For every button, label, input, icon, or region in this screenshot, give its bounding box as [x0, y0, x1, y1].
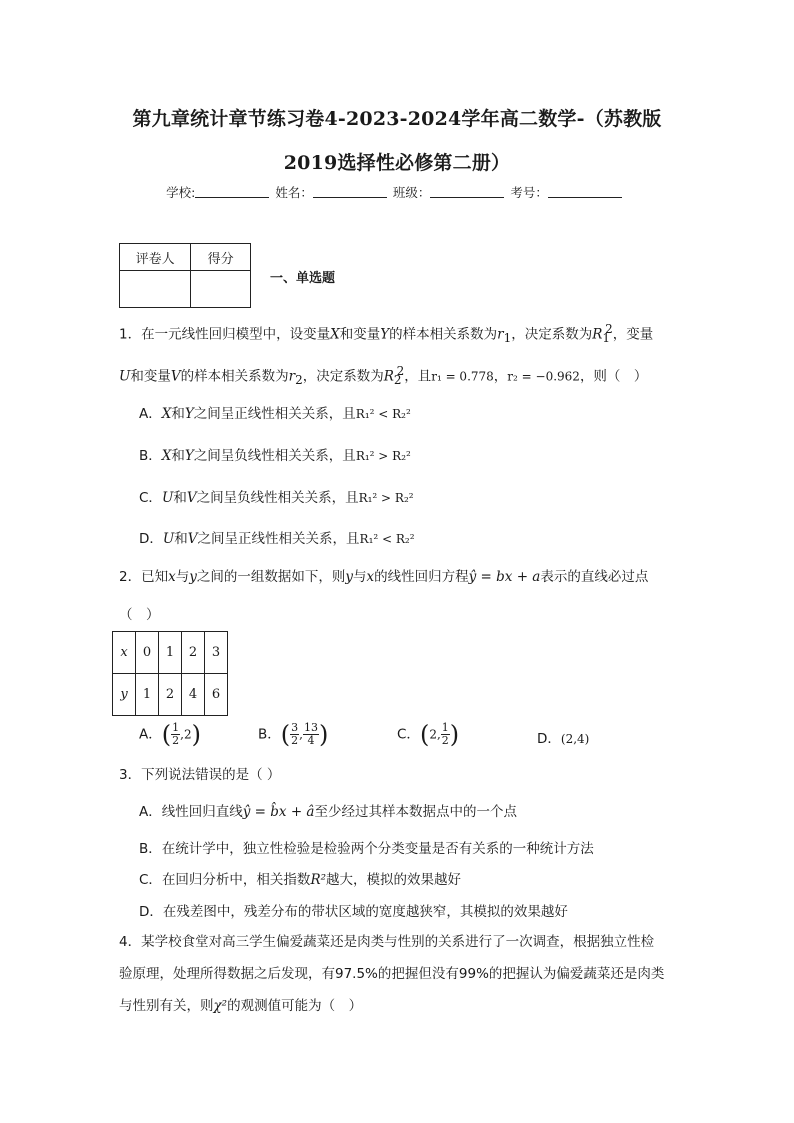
table-cell: 2 [159, 674, 182, 716]
q1-stem-line2: U和变量V的样本相关系数为$r_2$，决定系数为$R_2^2$，且r₁ = 0.778，r₂ = −0.962，则（ ） [119, 364, 648, 388]
student-info-line [0, 183, 794, 201]
name-label: 姓名： [275, 185, 313, 200]
class-label: 班级： [392, 185, 431, 200]
grader-header: 评卷人 [120, 244, 191, 271]
q2-option-d[interactable]: D．(2,4) [537, 731, 590, 747]
school-blank[interactable] [195, 185, 269, 198]
q2-option-a[interactable]: A．( $\frac{1}{2}$ ,2) [139, 720, 201, 749]
table-cell: 0 [136, 632, 159, 674]
q2-option-b[interactable]: B．( $\frac{3}{2}$ , $\frac{13}{4}$ ) [258, 720, 329, 749]
table-cell: 4 [182, 674, 205, 716]
table-cell: x [113, 632, 136, 674]
table-cell: 3 [205, 632, 228, 674]
q2-answer-paren: （ ） [119, 607, 160, 623]
q2-data-table [112, 631, 228, 716]
table-cell: 6 [205, 674, 228, 716]
table-cell: 1 [159, 632, 182, 674]
exam-number-label: 考号： [510, 185, 548, 200]
q4-stem-line1: 4．某学校食堂对高三学生偏爱蔬菜还是肉类与性别的关系进行了一次调查，根据独立性检 [119, 934, 655, 950]
q2-stem-line1: 2．已知x与y之间的一组数据如下，则y与x的线性回归方程ŷ = bx + a表示的直线必过点 [119, 569, 649, 585]
q3-option-c[interactable]: C．在回归分析中，相关指数R²越大，模拟的效果越好 [139, 872, 462, 888]
section-title: 一、单选题 [270, 271, 336, 286]
score-cell[interactable] [191, 271, 251, 308]
q2-option-c[interactable]: C．(2, $\frac{1}{2}$ ) [397, 720, 460, 749]
grader-cell[interactable] [120, 271, 191, 308]
q3-option-b[interactable]: B．在统计学中，独立性检验是检验两个分类变量是否有关系的一种统计方法 [139, 841, 594, 857]
table-row [113, 674, 228, 716]
table-cell: 2 [182, 632, 205, 674]
exam-number-blank[interactable] [548, 185, 622, 198]
q1-option-b[interactable]: B．X和Y之间呈负线性相关关系，且R₁² > R₂² [139, 448, 411, 464]
school-label: 学校: [166, 185, 196, 200]
q4-stem-line3: 与性别有关，则χ²的观测值可能为（ ） [119, 998, 363, 1014]
score-header: 得分 [191, 244, 251, 271]
q3-stem: 3．下列说法错误的是（ ） [119, 767, 281, 783]
q3-option-d[interactable]: D．在残差图中，残差分布的带状区域的宽度越狭窄，其模拟的效果越好 [139, 904, 568, 920]
q1-option-a[interactable]: A．X和Y之间呈正线性相关关系，且R₁² < R₂² [139, 406, 411, 422]
q1-option-c[interactable]: C．U和V之间呈负线性相关关系，且R₁² > R₂² [139, 490, 414, 506]
page-title-line1: 第九章统计章节练习卷4-2023-2024学年高二数学-（苏教版 [132, 108, 662, 130]
table-cell: 1 [136, 674, 159, 716]
table-row [113, 632, 228, 674]
class-blank[interactable] [430, 185, 504, 198]
q4-stem-line2: 验原理，处理所得数据之后发现，有97.5%的把握但没有99%的把握认为偏爱蔬菜还是肉类 [119, 966, 665, 982]
grader-score-box [119, 243, 251, 308]
q3-option-a[interactable]: A．线性回归直线ŷ = b̂x + â至少经过其样本数据点中的一个点 [139, 804, 517, 820]
name-blank[interactable] [313, 185, 387, 198]
page-title-line2: 2019选择性必修第二册） [283, 152, 511, 174]
table-cell: y [113, 674, 136, 716]
q1-option-d[interactable]: D．U和V之间呈正线性相关关系，且R₁² < R₂² [139, 531, 415, 547]
q1-stem-line1: 1．在一元线性回归模型中，设变量X和变量Y的样本相关系数为$r_1$，决定系数为$R_1^2$，变量 [119, 322, 654, 346]
